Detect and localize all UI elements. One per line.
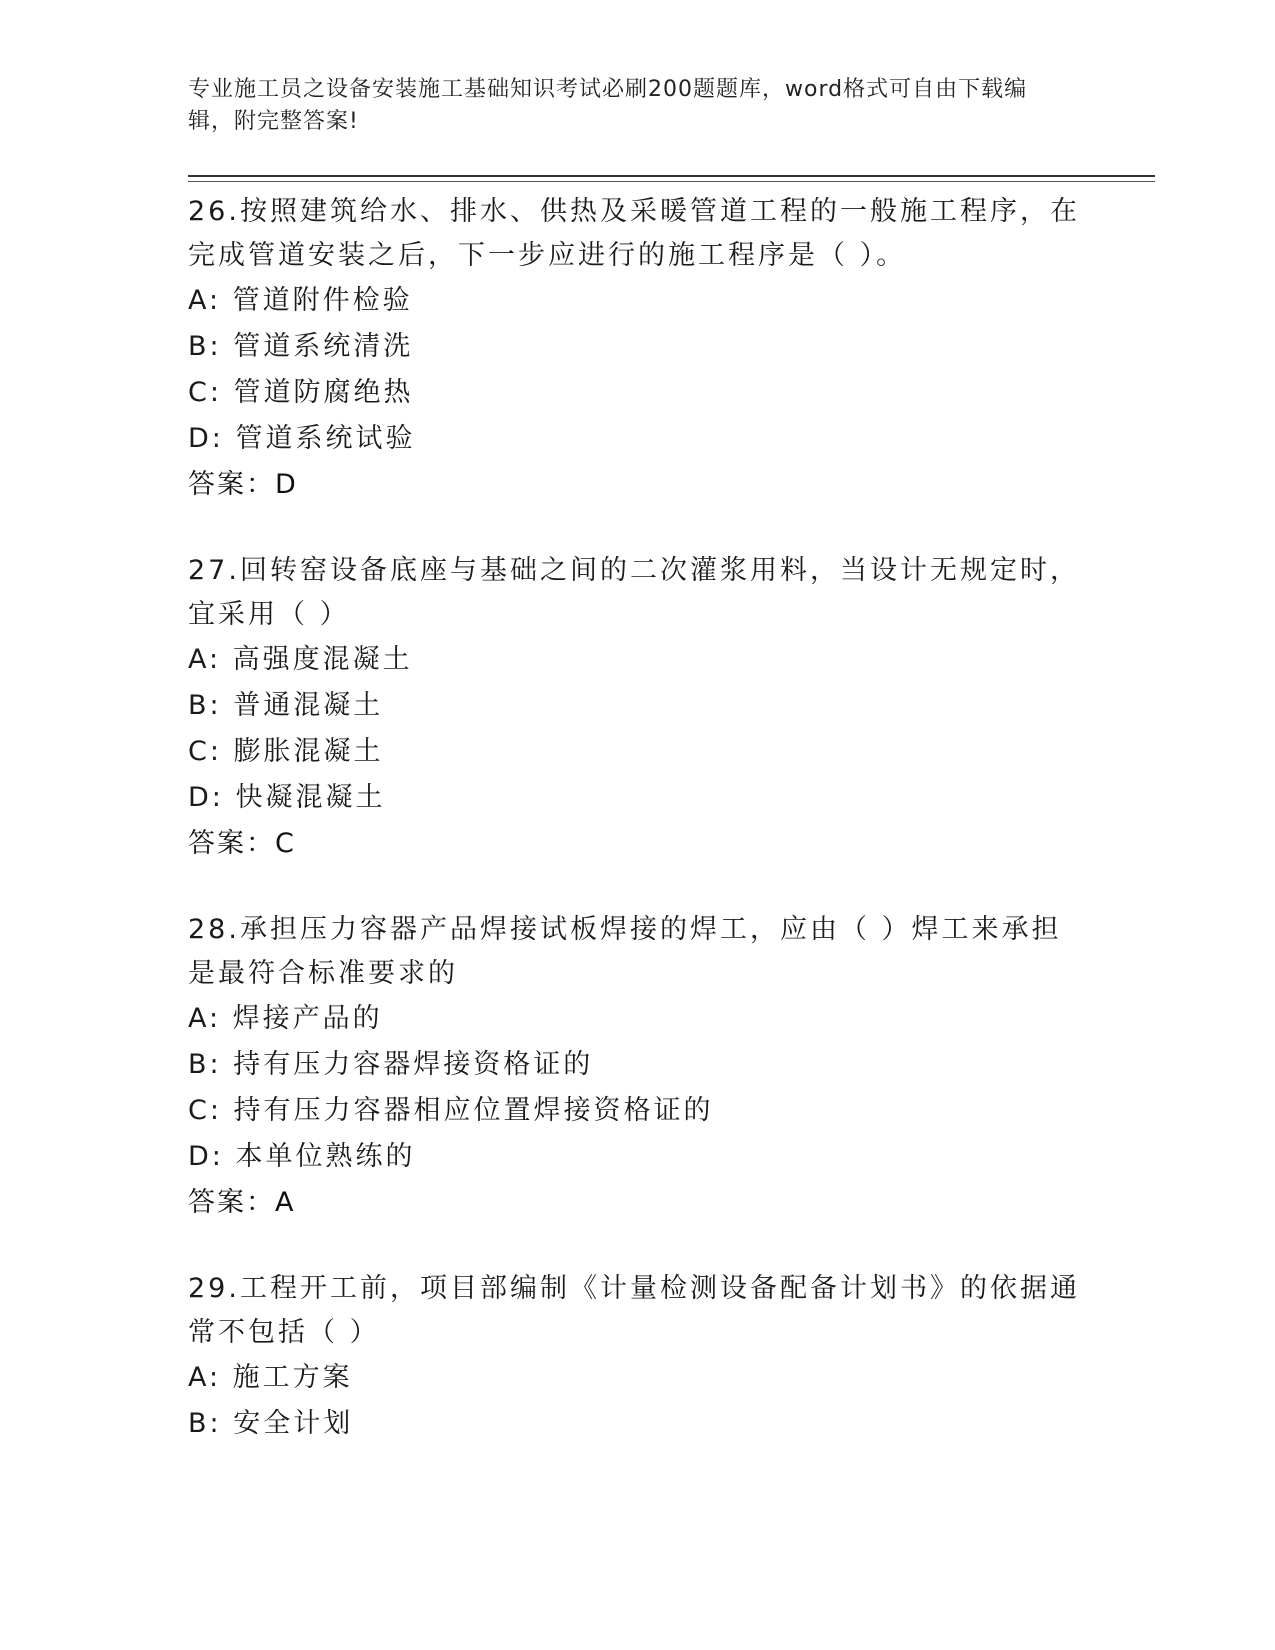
option-b: B: 持有压力容器焊接资格证的 (188, 1049, 594, 1080)
option-c: C: 持有压力容器相应位置焊接资格证的 (188, 1095, 714, 1126)
option-c: C: 膨胀混凝土 (188, 736, 384, 767)
option-a: A: 施工方案 (188, 1362, 353, 1393)
option-b: B: 管道系统清洗 (188, 331, 414, 362)
question-stem: 26.按照建筑给水、排水、供热及采暖管道工程的一般施工程序，在完成管道安装之后，下一步应进行的施工程序是（ ）。 (188, 196, 1080, 271)
answer: 答案：A (188, 1187, 296, 1218)
question-stem: 28.承担压力容器产品焊接试板焊接的焊工，应由（ ）焊工来承担是最符合标准要求的 (188, 914, 1062, 989)
option-d: D: 本单位熟练的 (188, 1141, 416, 1172)
question-29 (188, 1267, 1088, 1447)
header-divider-thin (188, 181, 1155, 182)
option-a: A: 高强度混凝土 (188, 644, 413, 675)
option-a: A: 焊接产品的 (188, 1003, 383, 1034)
option-d: D: 快凝混凝土 (188, 782, 386, 813)
header-divider-thick (188, 175, 1155, 177)
question-26 (188, 190, 1088, 508)
option-b: B: 普通混凝土 (188, 690, 384, 721)
option-c: C: 管道防腐绝热 (188, 377, 414, 408)
answer: 答案：D (188, 469, 298, 500)
option-d: D: 管道系统试验 (188, 423, 416, 454)
question-28 (188, 908, 1088, 1226)
question-list (188, 190, 1088, 1488)
question-27 (188, 549, 1088, 867)
option-a: A: 管道附件检验 (188, 285, 413, 316)
document-header: 专业施工员之设备安装施工基础知识考试必刷200题题库，word格式可自由下载编辑，附完整答案! (188, 77, 1028, 134)
answer: 答案：C (188, 828, 296, 859)
question-stem: 29.工程开工前，项目部编制《计量检测设备配备计划书》的依据通常不包括（ ） (188, 1273, 1080, 1348)
question-stem: 27.回转窑设备底座与基础之间的二次灌浆用料，当设计无规定时，宜采用（ ） (188, 555, 1080, 630)
option-b: B: 安全计划 (188, 1408, 354, 1439)
